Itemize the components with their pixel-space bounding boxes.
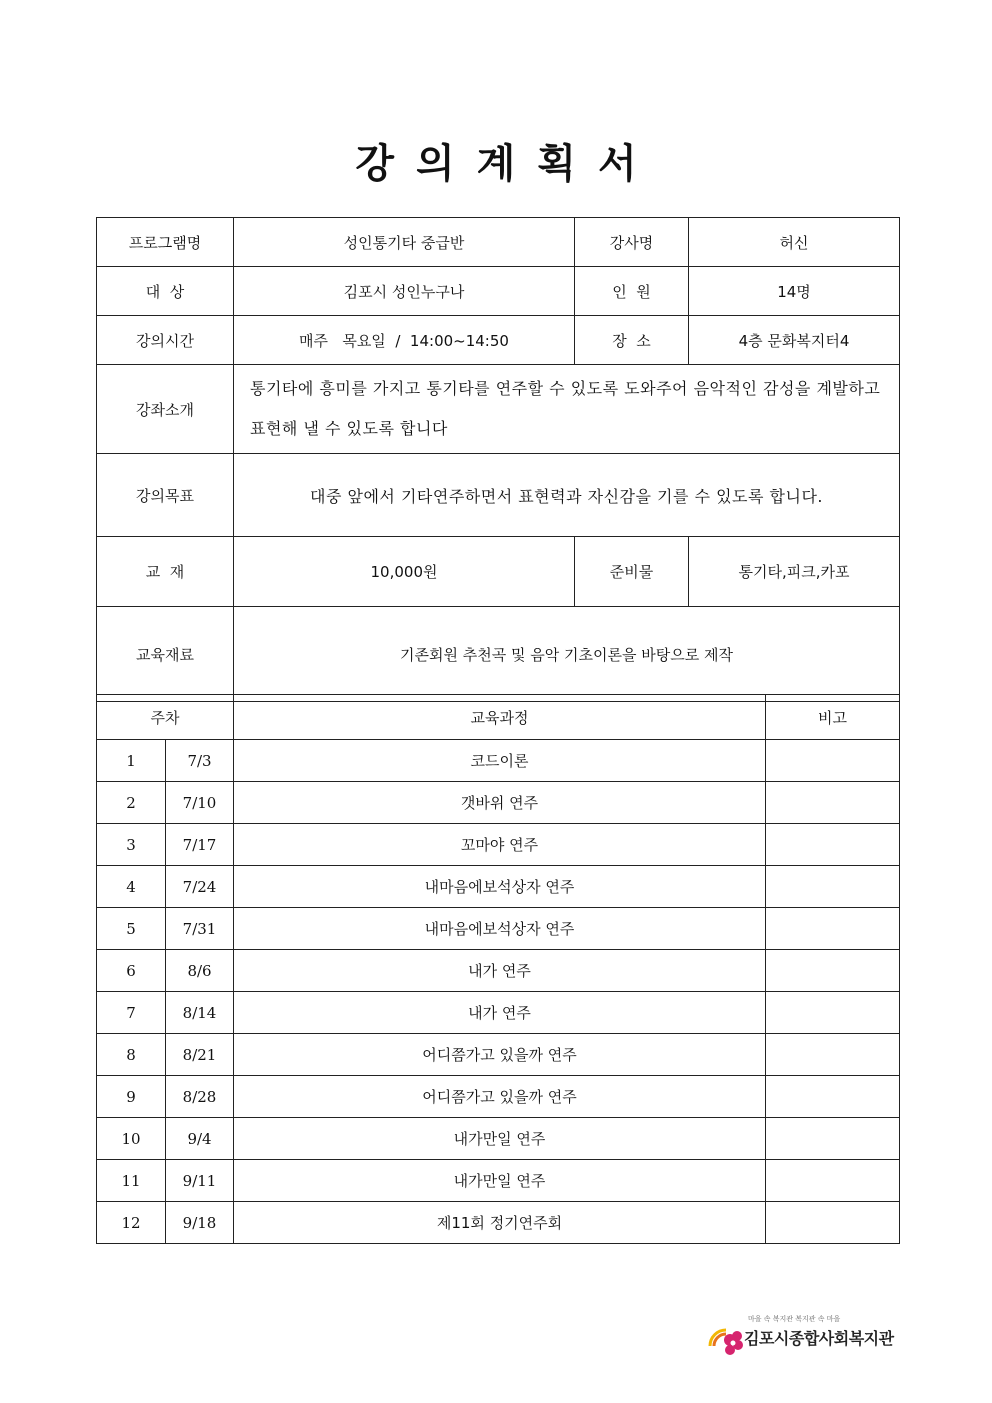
week-date: 7/3 xyxy=(166,740,234,782)
course-cell: 내가만일 연주 xyxy=(234,1160,766,1202)
week-number: 4 xyxy=(97,866,166,908)
week-number: 11 xyxy=(97,1160,166,1202)
program-label: 프로그램명 xyxy=(97,218,234,267)
note-cell xyxy=(766,866,900,908)
course-cell: 꼬마야 연주 xyxy=(234,824,766,866)
textbook-label: 교 재 xyxy=(97,537,234,607)
note-cell xyxy=(766,1034,900,1076)
week-date: 8/14 xyxy=(166,992,234,1034)
week-date: 7/31 xyxy=(166,908,234,950)
table-row xyxy=(97,1034,900,1076)
material-label: 교육재료 xyxy=(97,607,234,702)
week-number: 9 xyxy=(97,1076,166,1118)
course-cell: 어디쯤가고 있을까 연주 xyxy=(234,1034,766,1076)
page-title: 강의계획서 xyxy=(355,141,659,187)
week-number: 5 xyxy=(97,908,166,950)
week-date: 8/6 xyxy=(166,950,234,992)
week-date: 9/4 xyxy=(166,1118,234,1160)
table-row xyxy=(97,782,900,824)
week-number: 2 xyxy=(97,782,166,824)
note-cell xyxy=(766,782,900,824)
note-cell xyxy=(766,950,900,992)
target-value: 김포시 성인누구나 xyxy=(234,267,575,316)
course-cell: 어디쯤가고 있을까 연주 xyxy=(234,1076,766,1118)
instructor-value: 허신 xyxy=(689,218,900,267)
schedule-body xyxy=(97,740,900,1244)
place-label: 장 소 xyxy=(575,316,689,365)
week-date: 7/10 xyxy=(166,782,234,824)
table-row xyxy=(97,740,900,782)
week-date: 9/18 xyxy=(166,1202,234,1244)
table-row xyxy=(97,1202,900,1244)
course-cell: 내가 연주 xyxy=(234,950,766,992)
instructor-label: 강사명 xyxy=(575,218,689,267)
note-header: 비고 xyxy=(766,695,900,740)
note-cell xyxy=(766,992,900,1034)
course-cell: 내마음에보석상자 연주 xyxy=(234,866,766,908)
week-date: 7/17 xyxy=(166,824,234,866)
week-number: 12 xyxy=(97,1202,166,1244)
material-value: 기존회원 추천곡 및 음악 기초이론을 바탕으로 제작 xyxy=(234,607,900,702)
note-cell xyxy=(766,740,900,782)
time-value: 매주 목요일 / 14:00~14:50 xyxy=(234,316,575,365)
course-cell: 내마음에보석상자 연주 xyxy=(234,908,766,950)
time-label: 강의시간 xyxy=(97,316,234,365)
week-number: 10 xyxy=(97,1118,166,1160)
flower-logo-icon xyxy=(706,1312,746,1362)
course-header: 교육과정 xyxy=(234,695,766,740)
schedule-table xyxy=(96,694,900,1244)
logo-tagline: 마을 속 복지관 복지관 속 마을 xyxy=(748,1315,841,1323)
table-row xyxy=(97,1160,900,1202)
intro-label: 강좌소개 xyxy=(97,365,234,454)
intro-value: 통기타에 흥미를 가지고 통기타를 연주할 수 있도록 도와주어 음악적인 감성을 계발하고 표현해 낼 수 있도록 합니다 xyxy=(234,365,900,454)
supplies-value: 통기타,피크,카포 xyxy=(689,537,900,607)
note-cell xyxy=(766,1202,900,1244)
table-row xyxy=(97,992,900,1034)
week-number: 8 xyxy=(97,1034,166,1076)
target-label: 대 상 xyxy=(97,267,234,316)
note-cell xyxy=(766,908,900,950)
course-cell: 제11회 정기연주회 xyxy=(234,1202,766,1244)
program-value: 성인통기타 중급반 xyxy=(234,218,575,267)
week-number: 1 xyxy=(97,740,166,782)
course-cell: 내가만일 연주 xyxy=(234,1118,766,1160)
note-cell xyxy=(766,824,900,866)
note-cell xyxy=(766,1160,900,1202)
capacity-label: 인 원 xyxy=(575,267,689,316)
week-header: 주차 xyxy=(97,695,234,740)
course-cell: 갯바위 연주 xyxy=(234,782,766,824)
table-row xyxy=(97,824,900,866)
table-row xyxy=(97,866,900,908)
agency-logo xyxy=(706,1308,906,1360)
note-cell xyxy=(766,1076,900,1118)
week-number: 3 xyxy=(97,824,166,866)
table-row xyxy=(97,1076,900,1118)
note-cell xyxy=(766,1118,900,1160)
table-row xyxy=(97,1118,900,1160)
table-row xyxy=(97,950,900,992)
goal-value: 대중 앞에서 기타연주하면서 표현력과 자신감을 기를 수 있도록 합니다. xyxy=(234,454,900,537)
capacity-value: 14명 xyxy=(689,267,900,316)
week-date: 7/24 xyxy=(166,866,234,908)
course-cell: 코드이론 xyxy=(234,740,766,782)
week-number: 7 xyxy=(97,992,166,1034)
goal-label: 강의목표 xyxy=(97,454,234,537)
textbook-value: 10,000원 xyxy=(234,537,575,607)
info-table xyxy=(96,217,900,702)
logo-name: 김포시종합사회복지관 xyxy=(744,1329,894,1348)
place-value: 4층 문화복지터4 xyxy=(689,316,900,365)
course-cell: 내가 연주 xyxy=(234,992,766,1034)
week-date: 8/21 xyxy=(166,1034,234,1076)
week-number: 6 xyxy=(97,950,166,992)
week-date: 9/11 xyxy=(166,1160,234,1202)
supplies-label: 준비물 xyxy=(575,537,689,607)
table-row xyxy=(97,908,900,950)
week-date: 8/28 xyxy=(166,1076,234,1118)
